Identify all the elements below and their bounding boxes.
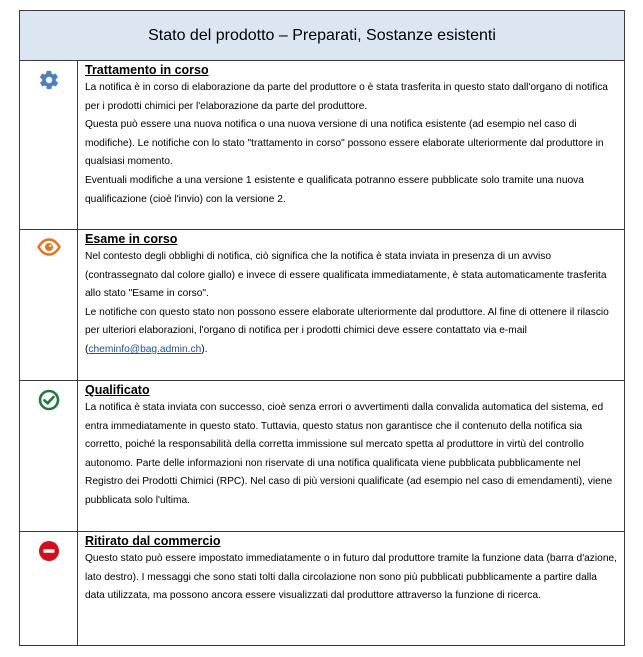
status-title: Trattamento in corso bbox=[85, 63, 209, 77]
paragraph: La notifica è in corso di elaborazione da parte del produttore o è stata trasferita in questo stato dall'organo di notifica per i prodotti chimici per l'elaborazione da parte del produttore. bbox=[85, 82, 608, 112]
paragraph: La notifica è stata inviata con successo, cioè senza errori o avvertimenti dalla convalida automatica del sistema, ed entra immediatamente in questo stato. Tuttavia, questo status non garantisce che il contenuto della notifica sia corretto, poiché la responsabilità della corretta immissione sul mercato spetta al produttore in virtù del controllo autonomo. Parte delle informazioni non riservate di una notifica qualificata viene pubblicata pubblicamente nel Registro dei Prodotti Chimici (RPC). Nel caso di più versioni qualificate (ad esempio nel caso di emendamenti), viene pubblicata solo l'ultima. bbox=[85, 402, 613, 506]
status-title: Qualificato bbox=[85, 383, 150, 397]
status-title: Esame in corso bbox=[85, 232, 178, 246]
status-description bbox=[78, 532, 624, 645]
status-description bbox=[78, 230, 624, 380]
paragraph: Le notifiche con questo stato non possono essere elaborate ulteriormente dal produttore. Al fine di ottenere il rilascio per ulteriori elaborazioni, l'organo di notifica per i prodotti chimici deve essere contattato via e-mail bbox=[85, 306, 609, 337]
status-row-review bbox=[20, 230, 624, 381]
status-row-withdrawn bbox=[20, 532, 624, 645]
status-title: Ritirato dal commercio bbox=[85, 534, 221, 548]
gear-icon bbox=[38, 69, 60, 229]
remove-circle-icon bbox=[38, 540, 60, 645]
status-row-qualified bbox=[20, 381, 624, 532]
eye-icon bbox=[37, 238, 61, 380]
paragraph: Eventuali modifiche a una versione 1 esistente e qualificata potranno essere pubblicate solo tramite una nuova qualificazione (cioè l'invio) con la versione 2. bbox=[85, 174, 584, 205]
table-header bbox=[20, 11, 624, 61]
status-table bbox=[19, 10, 625, 646]
status-row-processing bbox=[20, 61, 624, 230]
paragraph: Questa può essere una nuova notifica o una nuova versione di una notifica esistente (ad esempio nel caso di modifiche). Le notifiche con lo stato "trattamento in corso" possono essere elaborate ulteriormente dal produttore in qualsiasi momento. bbox=[85, 119, 604, 168]
email-link[interactable]: cheminfo@bag.admin.ch bbox=[88, 343, 202, 355]
icon-cell bbox=[20, 381, 78, 531]
status-description bbox=[78, 61, 624, 229]
check-circle-icon bbox=[38, 389, 60, 531]
page-title: Stato del prodotto – Preparati, Sostanze esistenti bbox=[148, 26, 496, 44]
status-description bbox=[78, 381, 624, 531]
icon-cell bbox=[20, 61, 78, 229]
icon-cell bbox=[20, 532, 78, 645]
icon-cell bbox=[20, 230, 78, 380]
paragraph: Questo stato può essere impostato immediatamente o in futuro dal produttore tramite la funzione data (barra d'azione, lato destro). I messaggi che sono stati tolti dalla circolazione non sono più pubblicati pubblicamente a partire dalla data utilizzata, ma possono ancora essere visualizzati dal produttore attraverso la funzione di ricerca. bbox=[85, 553, 617, 602]
paragraph: Nel contesto degli obblighi di notifica, ciò significa che la notifica è stata inviata in presenza di un avviso (contrassegnato dal colore giallo) e invece di essere qualificata immediatamente, è stata automaticamente trasferita allo stato "Esame in corso". bbox=[85, 251, 607, 300]
email-line: (cheminfo@bag.admin.ch). bbox=[85, 343, 208, 355]
